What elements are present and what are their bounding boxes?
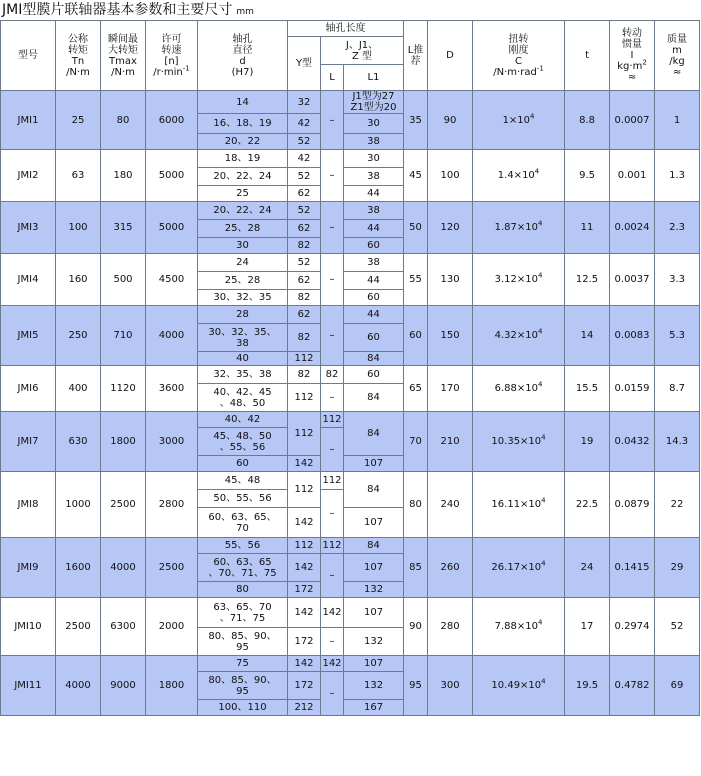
bore-diameter-cell: 30、32、35、 38 <box>198 324 288 352</box>
bore-diameter-cell: 100、110 <box>198 700 288 716</box>
speed-cell: 4000 <box>146 306 198 366</box>
y-length-cell: 142 <box>288 508 321 538</box>
jz-l1-cell: 38 <box>344 202 404 220</box>
t-cell: 14 <box>565 306 610 366</box>
t-cell: 11 <box>565 202 610 254</box>
jz-l1-cell: 84 <box>344 412 404 456</box>
inertia-cell: 0.0007 <box>610 91 655 150</box>
tmax-cell: 2500 <box>101 472 146 538</box>
d-outer-cell: 240 <box>428 472 473 538</box>
mass-cell: 5.3 <box>655 306 700 366</box>
tn-cell: 1600 <box>56 538 101 598</box>
jz-l1-cell: 38 <box>344 134 404 150</box>
d-outer-cell: 100 <box>428 150 473 202</box>
inertia-cell: 0.0159 <box>610 366 655 412</box>
parameter-table <box>0 20 700 716</box>
d-outer-cell: 210 <box>428 412 473 472</box>
tn-cell: 630 <box>56 412 101 472</box>
speed-cell: 2500 <box>146 538 198 598</box>
model-cell: JMI9 <box>1 538 56 598</box>
header-bore-diameter: 轴孔 直径 d (H7) <box>198 21 288 91</box>
table-row <box>1 598 700 628</box>
header-y-type: Y型 <box>288 37 321 91</box>
mass-cell: 22 <box>655 472 700 538</box>
y-length-cell: 112 <box>288 412 321 456</box>
model-cell: JMI4 <box>1 254 56 306</box>
jz-l1-cell: 60 <box>344 324 404 352</box>
jz-l1-cell: 107 <box>344 656 404 672</box>
mass-cell: 69 <box>655 656 700 716</box>
model-cell: JMI2 <box>1 150 56 202</box>
model-cell: JMI11 <box>1 656 56 716</box>
bore-diameter-cell: 60、63、65、 70 <box>198 508 288 538</box>
y-length-cell: 62 <box>288 272 321 290</box>
l-recommended-cell: 95 <box>404 656 428 716</box>
jz-l-cell: – <box>321 91 344 150</box>
y-length-cell: 82 <box>288 366 321 384</box>
y-length-cell: 172 <box>288 628 321 656</box>
l-recommended-cell: 65 <box>404 366 428 412</box>
speed-cell: 5000 <box>146 202 198 254</box>
l-recommended-cell: 90 <box>404 598 428 656</box>
bore-diameter-cell: 75 <box>198 656 288 672</box>
speed-cell: 5000 <box>146 150 198 202</box>
stiffness-cell: $3.12\times 10^4$ <box>473 254 565 306</box>
mass-cell: 8.7 <box>655 366 700 412</box>
jz-l1-cell: 132 <box>344 628 404 656</box>
jz-l-cell: – <box>321 150 344 202</box>
d-outer-cell: 260 <box>428 538 473 598</box>
y-length-cell: 52 <box>288 134 321 150</box>
inertia-cell: 0.0879 <box>610 472 655 538</box>
d-outer-cell: 120 <box>428 202 473 254</box>
d-outer-cell: 280 <box>428 598 473 656</box>
jz-l-cell: – <box>321 628 344 656</box>
l-recommended-cell: 55 <box>404 254 428 306</box>
tn-cell: 2500 <box>56 598 101 656</box>
stiffness-cell: $16.11\times 10^4$ <box>473 472 565 538</box>
inertia-cell: 0.0432 <box>610 412 655 472</box>
y-length-cell: 62 <box>288 220 321 238</box>
t-cell: 24 <box>565 538 610 598</box>
stiffness-cell: $6.88\times 10^4$ <box>473 366 565 412</box>
jz-l1-cell: 44 <box>344 272 404 290</box>
table-body <box>1 91 700 716</box>
jz-l-cell: – <box>321 428 344 472</box>
jz-l1-cell: 132 <box>344 672 404 700</box>
model-cell: JMI3 <box>1 202 56 254</box>
header-d-outer: D <box>428 21 473 91</box>
model-cell: JMI10 <box>1 598 56 656</box>
mass-cell: 1 <box>655 91 700 150</box>
table-row <box>1 366 700 384</box>
d-outer-cell: 170 <box>428 366 473 412</box>
y-length-cell: 42 <box>288 114 321 134</box>
bore-diameter-cell: 30 <box>198 238 288 254</box>
jz-l1-cell: 30 <box>344 114 404 134</box>
y-length-cell: 82 <box>288 324 321 352</box>
y-length-cell: 112 <box>288 384 321 412</box>
tmax-cell: 4000 <box>101 538 146 598</box>
tmax-cell: 1800 <box>101 412 146 472</box>
t-cell: 19.5 <box>565 656 610 716</box>
stiffness-cell: $1.87\times 10^4$ <box>473 202 565 254</box>
y-length-cell: 172 <box>288 672 321 700</box>
inertia-cell: 0.0037 <box>610 254 655 306</box>
title-unit: mm <box>236 7 254 17</box>
model-cell: JMI8 <box>1 472 56 538</box>
y-length-cell: 52 <box>288 168 321 186</box>
l-recommended-cell: 35 <box>404 91 428 150</box>
y-length-cell: 62 <box>288 306 321 324</box>
jz-l1-cell: 30 <box>344 150 404 168</box>
tmax-cell: 1120 <box>101 366 146 412</box>
inertia-cell: 0.0024 <box>610 202 655 254</box>
mass-cell: 29 <box>655 538 700 598</box>
model-cell: JMI1 <box>1 91 56 150</box>
bore-diameter-cell: 24 <box>198 254 288 272</box>
header-l-recommended: L推 荐 <box>404 21 428 91</box>
tmax-cell: 315 <box>101 202 146 254</box>
stiffness-cell: $4.32\times 10^4$ <box>473 306 565 366</box>
jz-l1-cell: 60 <box>344 290 404 306</box>
inertia-cell: 0.2974 <box>610 598 655 656</box>
inertia-cell: 0.4782 <box>610 656 655 716</box>
header-t: t <box>565 21 610 91</box>
jz-l-cell: 142 <box>321 656 344 672</box>
table-row <box>1 150 700 168</box>
l-recommended-cell: 70 <box>404 412 428 472</box>
bore-diameter-cell: 40、42 <box>198 412 288 428</box>
bore-diameter-cell: 30、32、35 <box>198 290 288 306</box>
header-tmax: 瞬间最 大转矩 Tmax /N·m <box>101 21 146 91</box>
jz-l1-cell: 107 <box>344 554 404 582</box>
jz-l1-cell: 107 <box>344 508 404 538</box>
jz-l-cell: – <box>321 306 344 366</box>
header-model: 型号 <box>1 21 56 91</box>
bore-diameter-cell: 40、42、45 、48、50 <box>198 384 288 412</box>
y-length-cell: 212 <box>288 700 321 716</box>
header-stiffness: 扭转 刚度 C /N·m·rad$^{-1}$ <box>473 21 565 91</box>
jz-l-cell: – <box>321 202 344 254</box>
jz-l1-cell: 167 <box>344 700 404 716</box>
d-outer-cell: 150 <box>428 306 473 366</box>
stiffness-cell: $1\times 10^4$ <box>473 91 565 150</box>
speed-cell: 2800 <box>146 472 198 538</box>
stiffness-cell: $7.88\times 10^4$ <box>473 598 565 656</box>
tmax-cell: 80 <box>101 91 146 150</box>
bore-diameter-cell: 40 <box>198 352 288 366</box>
speed-cell: 6000 <box>146 91 198 150</box>
speed-cell: 4500 <box>146 254 198 306</box>
y-length-cell: 142 <box>288 598 321 628</box>
l-recommended-cell: 60 <box>404 306 428 366</box>
tn-cell: 25 <box>56 91 101 150</box>
bore-diameter-cell: 28 <box>198 306 288 324</box>
jz-l1-cell: 38 <box>344 254 404 272</box>
jz-l-cell: 112 <box>321 472 344 490</box>
mass-cell: 1.3 <box>655 150 700 202</box>
jz-l-cell: 82 <box>321 366 344 384</box>
tn-cell: 4000 <box>56 656 101 716</box>
jz-l-cell: – <box>321 254 344 306</box>
t-cell: 9.5 <box>565 150 610 202</box>
jz-l-cell: – <box>321 554 344 598</box>
y-length-cell: 112 <box>288 472 321 508</box>
bore-diameter-cell: 55、56 <box>198 538 288 554</box>
bore-diameter-cell: 80、85、90、 95 <box>198 628 288 656</box>
bore-diameter-cell: 25、28 <box>198 220 288 238</box>
bore-diameter-cell: 60 <box>198 456 288 472</box>
tmax-cell: 180 <box>101 150 146 202</box>
model-cell: JMI6 <box>1 366 56 412</box>
jz-l1-cell: 44 <box>344 220 404 238</box>
jz-l1-cell: 84 <box>344 538 404 554</box>
t-cell: 19 <box>565 412 610 472</box>
jz-l-cell: – <box>321 672 344 716</box>
d-outer-cell: 130 <box>428 254 473 306</box>
bore-diameter-cell: 60、63、65 、70、71、75 <box>198 554 288 582</box>
tn-cell: 160 <box>56 254 101 306</box>
table-row <box>1 254 700 272</box>
jz-l1-cell: 84 <box>344 352 404 366</box>
y-length-cell: 112 <box>288 538 321 554</box>
speed-cell: 3600 <box>146 366 198 412</box>
mass-cell: 52 <box>655 598 700 656</box>
mass-cell: 2.3 <box>655 202 700 254</box>
jz-l1-cell: 84 <box>344 384 404 412</box>
y-length-cell: 62 <box>288 186 321 202</box>
tn-cell: 250 <box>56 306 101 366</box>
jz-l1-cell: 132 <box>344 582 404 598</box>
tn-cell: 1000 <box>56 472 101 538</box>
bore-diameter-cell: 32、35、38 <box>198 366 288 384</box>
table-row <box>1 91 700 114</box>
jz-l1-cell: 60 <box>344 366 404 384</box>
inertia-cell: 0.001 <box>610 150 655 202</box>
stiffness-cell: $10.35\times 10^4$ <box>473 412 565 472</box>
mass-cell: 14.3 <box>655 412 700 472</box>
bore-diameter-cell: 20、22、24 <box>198 168 288 186</box>
header-inertia: 转动 惯量 I $kg\cdot m^2$ ≈ <box>610 21 655 91</box>
inertia-cell: 0.0083 <box>610 306 655 366</box>
tn-cell: 400 <box>56 366 101 412</box>
inertia-cell: 0.1415 <box>610 538 655 598</box>
t-cell: 22.5 <box>565 472 610 538</box>
jz-l1-cell: J1型为27 Z1型为20 <box>344 91 404 114</box>
header-speed: 许可 转速 [n] $/r\cdot\min^{-1}$ <box>146 21 198 91</box>
d-outer-cell: 300 <box>428 656 473 716</box>
y-length-cell: 142 <box>288 656 321 672</box>
jz-l-cell: – <box>321 384 344 412</box>
header-jz-type: J、J1、 Z 型 <box>321 37 404 65</box>
y-length-cell: 82 <box>288 290 321 306</box>
jz-l-cell: 112 <box>321 538 344 554</box>
bore-diameter-cell: 20、22 <box>198 134 288 150</box>
jz-l1-cell: 107 <box>344 456 404 472</box>
t-cell: 15.5 <box>565 366 610 412</box>
bore-diameter-cell: 45、48、50 、55、56 <box>198 428 288 456</box>
stiffness-cell: $26.17\times 10^4$ <box>473 538 565 598</box>
header-bore-length: 轴孔长度 <box>288 21 404 37</box>
tmax-cell: 500 <box>101 254 146 306</box>
table-row <box>1 412 700 428</box>
y-length-cell: 42 <box>288 150 321 168</box>
table-row <box>1 656 700 672</box>
bore-diameter-cell: 16、18、19 <box>198 114 288 134</box>
jz-l1-cell: 84 <box>344 472 404 508</box>
t-cell: 8.8 <box>565 91 610 150</box>
model-cell: JMI7 <box>1 412 56 472</box>
l-recommended-cell: 85 <box>404 538 428 598</box>
t-cell: 12.5 <box>565 254 610 306</box>
jz-l1-cell: 44 <box>344 306 404 324</box>
speed-cell: 1800 <box>146 656 198 716</box>
bore-diameter-cell: 80 <box>198 582 288 598</box>
tmax-cell: 6300 <box>101 598 146 656</box>
jz-l1-cell: 38 <box>344 168 404 186</box>
l-recommended-cell: 45 <box>404 150 428 202</box>
jz-l-cell: – <box>321 490 344 538</box>
table-row <box>1 472 700 490</box>
mass-cell: 3.3 <box>655 254 700 306</box>
header-l: L <box>321 65 344 91</box>
bore-diameter-cell: 25 <box>198 186 288 202</box>
jz-l1-cell: 107 <box>344 598 404 628</box>
jz-l1-cell: 60 <box>344 238 404 254</box>
l-recommended-cell: 80 <box>404 472 428 538</box>
speed-cell: 3000 <box>146 412 198 472</box>
header-tn: 公称 转矩 Tn /N·m <box>56 21 101 91</box>
y-length-cell: 172 <box>288 582 321 598</box>
bore-diameter-cell: 63、65、70 、71、75 <box>198 598 288 628</box>
tn-cell: 100 <box>56 202 101 254</box>
bore-diameter-cell: 45、48 <box>198 472 288 490</box>
tmax-cell: 710 <box>101 306 146 366</box>
tmax-cell: 9000 <box>101 656 146 716</box>
stiffness-cell: $1.4\times 10^4$ <box>473 150 565 202</box>
header-l1: L1 <box>344 65 404 91</box>
stiffness-cell: $10.49\times 10^4$ <box>473 656 565 716</box>
tn-cell: 63 <box>56 150 101 202</box>
bore-diameter-cell: 80、85、90、 95 <box>198 672 288 700</box>
model-cell: JMI5 <box>1 306 56 366</box>
header-mass: 质量 m /kg ≈ <box>655 21 700 91</box>
y-length-cell: 82 <box>288 238 321 254</box>
d-outer-cell: 90 <box>428 91 473 150</box>
jz-l-cell: 112 <box>321 412 344 428</box>
l-recommended-cell: 50 <box>404 202 428 254</box>
bore-diameter-cell: 20、22、24 <box>198 202 288 220</box>
y-length-cell: 142 <box>288 456 321 472</box>
table-row <box>1 202 700 220</box>
y-length-cell: 142 <box>288 554 321 582</box>
y-length-cell: 112 <box>288 352 321 366</box>
speed-cell: 2000 <box>146 598 198 656</box>
y-length-cell: 52 <box>288 254 321 272</box>
table-row <box>1 538 700 554</box>
bore-diameter-cell: 14 <box>198 91 288 114</box>
table-row <box>1 306 700 324</box>
jz-l1-cell: 44 <box>344 186 404 202</box>
title-text: JMI型膜片联轴器基本参数和主要尺寸 <box>2 2 233 18</box>
t-cell: 17 <box>565 598 610 656</box>
y-length-cell: 32 <box>288 91 321 114</box>
bore-diameter-cell: 18、19 <box>198 150 288 168</box>
bore-diameter-cell: 25、28 <box>198 272 288 290</box>
table-title <box>0 0 701 20</box>
jz-l-cell: 142 <box>321 598 344 628</box>
y-length-cell: 52 <box>288 202 321 220</box>
bore-diameter-cell: 50、55、56 <box>198 490 288 508</box>
